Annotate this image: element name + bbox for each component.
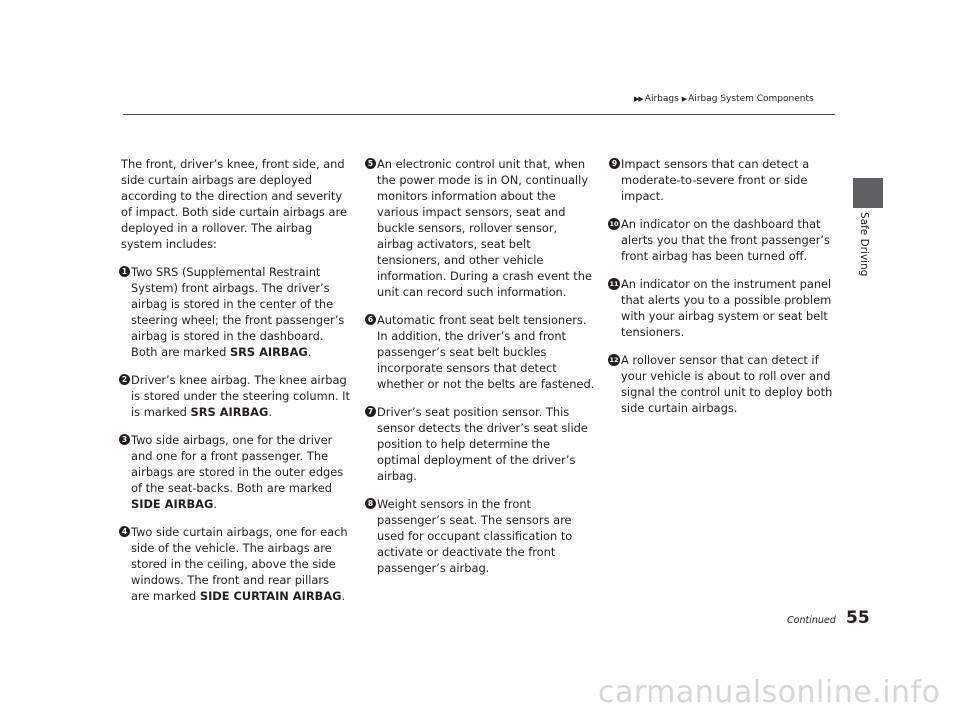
intro-paragraph: The front, driver’s knee, front side, and side curtain airbags are deployed according to the direction and severity of impact. Both side curtain airbags are deployed in a rollover. The airbag system includes:	[121, 157, 347, 251]
number-marker-icon: 7	[365, 406, 376, 417]
column-3	[611, 156, 837, 428]
column-2	[367, 156, 595, 588]
number-marker-icon: 8	[365, 498, 376, 509]
section-tab-marker	[853, 178, 883, 208]
page-number: 55	[846, 608, 870, 628]
list-item: 1 Two SRS (Supplemental Restraint System) front airbags. The driver’s airbag is stored in the center of the steering wheel; the front passenger’s airbag is stored in the dashboard. Both are marked SRS AIRBAG.	[121, 264, 351, 360]
number-marker-icon: 4	[119, 526, 130, 537]
watermark: carmanualsonline.info	[598, 675, 941, 710]
column-1	[121, 156, 351, 616]
breadcrumb-arrow-icon: ▶▶	[634, 95, 643, 103]
number-marker-icon: 5	[365, 158, 376, 169]
breadcrumb-page: Airbag System Components	[688, 94, 814, 104]
list-item: 12 A rollover sensor that can detect if your vehicle is about to roll over and signal the control unit to deploy both side curtain airbags.	[609, 353, 833, 415]
list-item: 11 An indicator on the instrument panel that alerts you to a possible problem with your airbag system or seat belt tensioners.	[609, 277, 832, 339]
list-item: 4 Two side curtain airbags, one for each side of the vehicle. The airbags are stored in the ceiling, above the side windows. The front and rear pillars are marked SIDE CURTAIN AIRBAG.	[121, 524, 351, 604]
list-item: 5 An electronic control unit that, when the power mode is in ON, continually monitors information about the various impact sensors, seat and buckle sensors, rollover sensor, airbag activators, seat belt tensioners, and other vehicle information. During a crash event the unit can record such information.	[367, 156, 595, 300]
list-item: 3 Two side airbags, one for the driver and one for a front passenger. The airbags are stored in the outer edges of the seat-backs. Both are marked SIDE AIRBAG.	[121, 432, 351, 512]
list-item: 10 An indicator on the dashboard that alerts you that the front passenger’s front airbag has been turned off.	[609, 217, 830, 263]
list-item: 2 Driver’s knee airbag. The knee airbag is stored under the steering column. It is marked SRS AIRBAG.	[121, 372, 351, 420]
number-marker-icon: 1	[119, 266, 130, 277]
breadcrumb-section[interactable]: Airbags	[644, 94, 679, 104]
number-marker-icon: 10	[608, 218, 620, 230]
number-marker-icon: 9	[609, 158, 620, 169]
number-marker-icon: 12	[608, 354, 620, 366]
number-marker-icon: 2	[119, 374, 130, 385]
section-tab-label[interactable]: Safe Driving	[858, 212, 870, 277]
number-marker-icon: 3	[119, 434, 130, 445]
breadcrumb-arrow-icon: ▶	[681, 95, 687, 103]
number-marker-icon: 11	[608, 278, 620, 290]
number-marker-icon: 6	[365, 314, 376, 325]
continued-label: Continued	[787, 615, 836, 626]
list-item: 8 Weight sensors in the front passenger’s seat. The sensors are used for occupant classification to activate or deactivate the front passenger’s airbag.	[367, 496, 595, 576]
list-item: 6 Automatic front seat belt tensioners. In addition, the driver’s and front passenger’s seat belt buckles incorporate sensors that detect whether or not the belts are fastened.	[367, 312, 595, 392]
breadcrumb	[634, 94, 834, 104]
list-item: 7 Driver’s seat position sensor. This sensor detects the driver’s seat slide position to help determine the optimal deployment of the driver’s airbag.	[367, 404, 595, 484]
list-item: 9 Impact sensors that can detect a moderate-to-severe front or side impact.	[611, 156, 837, 204]
header-rule	[123, 114, 835, 115]
